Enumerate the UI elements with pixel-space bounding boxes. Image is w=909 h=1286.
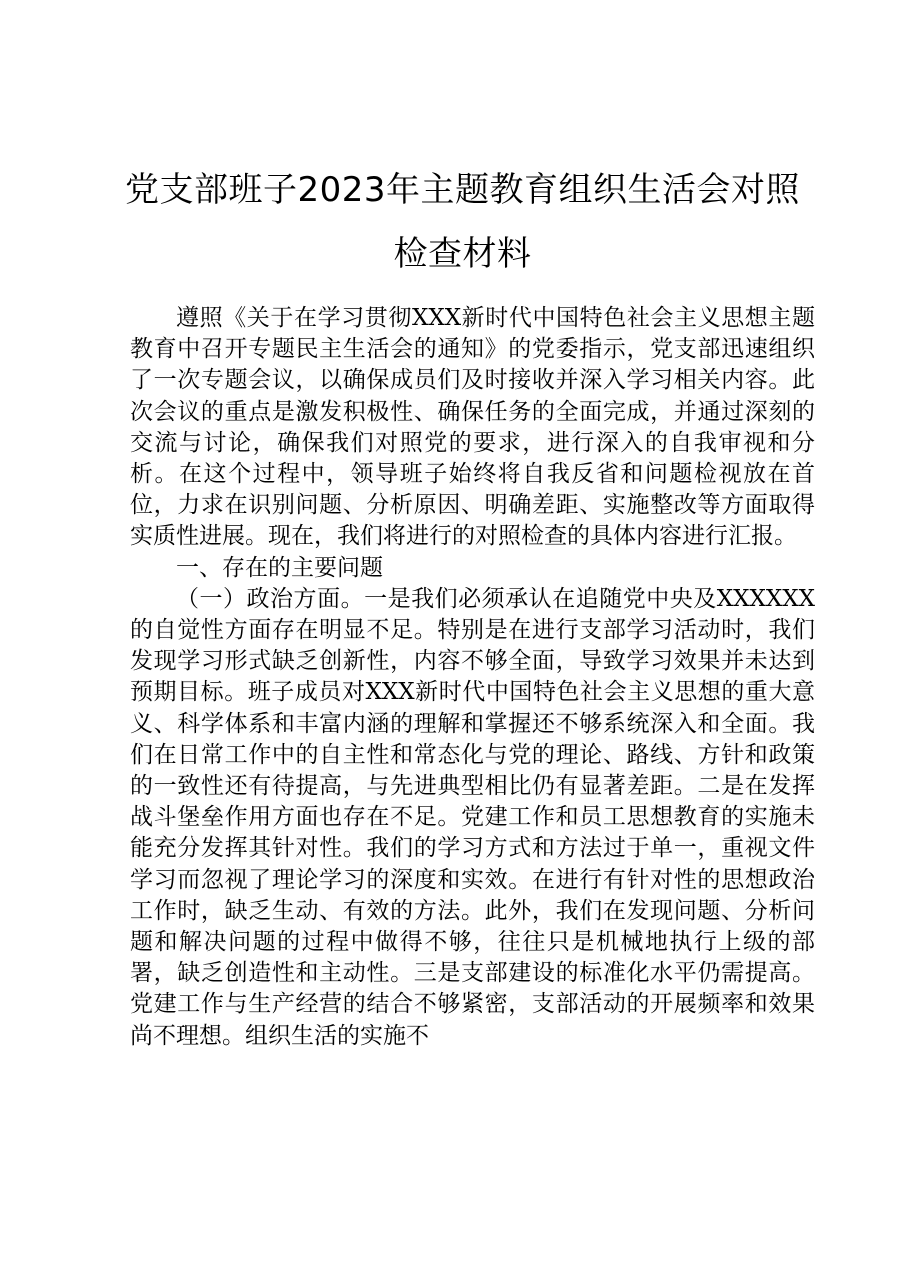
political-aspect-paragraph: [130, 584, 815, 1052]
document-title: 党支部班子2023年主题教育组织生活会对照检查材料: [124, 170, 801, 274]
subsection-heading-political: （一）政治方面。: [176, 585, 365, 612]
subsection-body-political: 一是我们必须承认在追随党中央及XXXXXX的自觉性方面存在明显不足。特别是在进行支部学习活动时，我们发现学习形式缺乏创新性，内容不够全面，导致学习效果并未达到预期目标。班子成员对XXX新时代中国特色社会主义思想的重大意义、科学体系和丰富内涵的理解和掌握还不够系统深入和全面。我们在日常工作中的自主性和常态化与党的理论、路线、方针和政策的一致性还有待提高，与先进典型相比仍有显著差距。二是在发挥战斗堡垒作用方面也存在不足。党建工作和员工思想教育的实施未能充分发挥其针对性。我们的学习方式和方法过于单一，重视文件学习而忽视了理论学习的深度和实效。在进行有针对性的思想政治工作时，缺乏生动、有效的方法。此外，我们在发现问题、分析问题和解决问题的过程中做得不够，往往只是机械地执行上级的部署，缺乏创造性和主动性。三是支部建设的标准化水平仍需提高。党建工作与生产经营的结合不够紧密，支部活动的开展频率和效果尚不理想。组织生活的实施不: [130, 585, 816, 1049]
document-body: [130, 303, 815, 1052]
intro-paragraph: 遵照《关于在学习贯彻XXX新时代中国特色社会主义思想主题教育中召开专题民主生活会的通知》的党委指示，党支部迅速组织了一次专题会议，以确保成员们及时接收并深入学习相关内容。此次会议的重点是激发积极性、确保任务的全面完成，并通过深刻的交流与讨论，确保我们对照党的要求，进行深入的自我审视和分析。在这个过程中，领导班子始终将自我反省和问题检视放在首位，力求在识别问题、分析原因、明确差距、实施整改等方面取得实质性进展。现在，我们将进行的对照检查的具体内容进行汇报。: [130, 305, 815, 550]
section-heading-main-problems: 一、存在的主要问题: [176, 554, 383, 581]
